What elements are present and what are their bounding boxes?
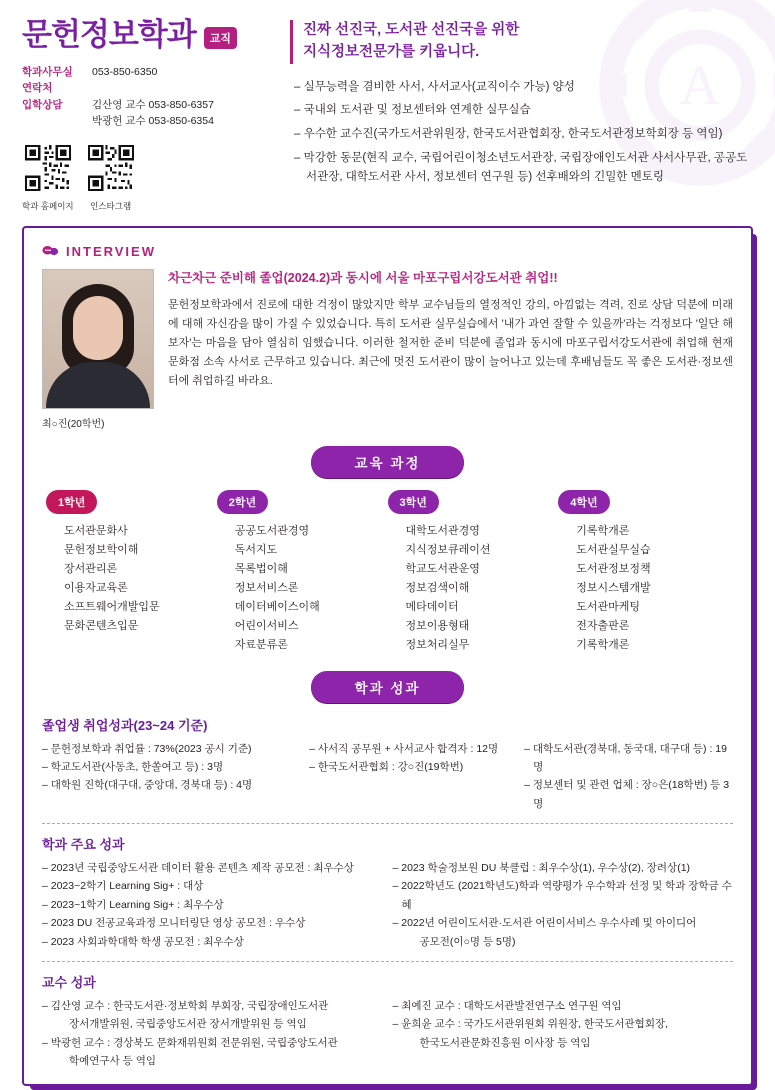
list-item: – 막강한 동문(현직 교수, 국립어린이청소년도서관장, 국립장애인도서관 사서사무관, 공공도서관장, 대학도서관 사서, 정보센터 연구원 등) 선후배와의 긴밀한 멘토링: [294, 152, 748, 184]
graduate-col-2: [309, 740, 518, 814]
year-tag: 1학년: [46, 490, 97, 514]
contact-value: [92, 97, 214, 130]
course-list: [388, 522, 559, 654]
list-item-indent: 장서개발위원, 국립중앙도서관 장서개발위원 등 역임: [69, 1018, 307, 1031]
interview-photo-caption: 최○진(20학번): [42, 419, 105, 431]
headline-line-1: 진짜 선진국, 도서관 선진국을 위한: [303, 22, 520, 38]
list-item-indent: 한국도서관문화진흥원 이사장 등 역임: [419, 1036, 591, 1049]
interview-paragraph: 문헌정보학과에서 진로에 대한 걱정이 많았지만 학부 교수님들의 열정적인 강의, 아낌없는 격려, 진로 상담 덕분에 미래에 대해 자신감을 많이 가질 수 있었습니다. 특히 도서관 실무실습에서 '내가 과연 잘할 수 있을까'라는 걱정보다 '일단 해보자'는 마음을 담아 열심히 임했습니다. 이러한 철저한 준비 덕분에 졸업과 동시에 마포구립서강도서관에 취업해 현재 문화점 소속 사서로 근무하고 있습니다. 최근에 멋진 도서관이 많이 늘어나고 있는데 후배님들도 꼭 좋은 도서관·정보센터에 취업하길 바라요.: [168, 298, 733, 387]
course-list: [46, 522, 217, 635]
list-item: – 최예진 교수 : 대학도서관발전연구소 연구원 역임: [392, 999, 622, 1012]
divider: [42, 961, 733, 962]
main-content-box: [22, 226, 753, 1086]
list-item: 지식정보큐레이션: [405, 544, 491, 557]
list: [42, 740, 303, 795]
professor-achievements-head: 교수 성과: [42, 974, 96, 990]
contact-row: [22, 64, 280, 97]
list-item: 도서관정보정책: [576, 562, 651, 575]
list-item: 공공도서관경영: [234, 525, 310, 538]
headline-column: [290, 18, 753, 192]
qr-code-group: [22, 145, 280, 212]
list-item: 이용자교육론: [64, 581, 128, 594]
major-achievements-grid: [42, 859, 733, 951]
list-item: [42, 1015, 383, 1033]
list-item: 장서관리론: [64, 562, 118, 575]
list-item: 독서지도: [234, 544, 278, 557]
list-item: – 대학도서관(경북대, 동국대, 대구대 등) : 19명: [524, 742, 727, 773]
qr-homepage-caption: 학과 홈페이지: [22, 201, 74, 212]
list-item: 정보검색이해: [405, 581, 470, 594]
list-item: – 박광헌 교수 : 경상북도 문화재위원회 전문위원, 국립중앙도서관: [42, 1036, 338, 1049]
contact-label: 입학상담: [22, 98, 63, 111]
list-item: 전자출판론: [576, 619, 630, 632]
qr-instagram-icon[interactable]: [88, 145, 134, 191]
section-title-curriculum: 교육 과정: [311, 446, 465, 478]
interview-title: 차근차근 준비해 졸업(2024.2)과 동시에 서울 마포구립서강도서관 취업!!: [168, 271, 558, 286]
highlight-list: [290, 78, 753, 188]
list-item: – 대학원 진학(대구대, 중앙대, 경북대 등) : 4명: [42, 779, 253, 792]
contact-value-line1: 김산영 교수 053-850-6357: [92, 98, 214, 111]
list: [393, 997, 734, 1071]
list-item: 데이터베이스이해: [234, 600, 320, 613]
list-item: 도서관실무실습: [576, 544, 651, 557]
graduate-col-3: [524, 740, 733, 814]
graduate-col-1: [42, 740, 303, 814]
page-title: 문헌정보학과: [22, 17, 196, 52]
list-item: – 김산영 교수 : 한국도서관·정보학회 부회장, 국립장애인도서관: [42, 999, 329, 1012]
year-tag: 4학년: [558, 490, 609, 514]
professor-achievements-grid: [42, 997, 733, 1071]
list-item: [393, 933, 734, 951]
department-column: [22, 18, 280, 212]
list-item: [393, 1034, 734, 1052]
list-item: 어린이서비스: [234, 619, 299, 632]
curriculum-year-2: [217, 490, 388, 654]
achievements-title-wrap: [42, 671, 733, 703]
list-item: 학교도서관운영: [405, 562, 480, 575]
interview-photo-column: [42, 269, 154, 430]
list-item: 자료분류론: [234, 638, 288, 651]
interview-label: INTERVIEW: [66, 244, 156, 260]
curriculum-year-1: [46, 490, 217, 654]
curriculum-grid: [42, 490, 733, 654]
list-item: 목록법이해: [234, 562, 288, 575]
list-item: – 2023 사회과학대학 학생 공모전 : 최우수상: [42, 935, 244, 948]
list-item: – 2022학년도 (2021학년도)학과 역량평가 우수학과 선정 및 학과 장학금 수혜: [392, 880, 732, 911]
chat-bubble-icon: [42, 245, 59, 258]
department-title-row: [22, 18, 280, 52]
contact-value-line2: 박광헌 교수 053-850-6354: [92, 114, 214, 127]
list-item: 정보시스템개발: [576, 581, 651, 594]
major-achievements-head: 학과 주요 성과: [42, 837, 125, 852]
contact-row: [22, 97, 280, 130]
year-tag: 3학년: [388, 490, 439, 514]
list-item: 기록학개론: [576, 525, 630, 538]
section-title-achievements: 학과 성과: [311, 671, 465, 703]
list-item: – 국내외 도서관 및 정보센터와 연계한 실무실습: [294, 104, 531, 117]
list: [309, 740, 518, 777]
year-tag: 2학년: [217, 490, 268, 514]
list-item: – 학교도서관(사동초, 한쏠여고 등) : 3명: [42, 760, 224, 773]
list: [524, 740, 733, 814]
curriculum-title-wrap: [42, 446, 733, 478]
page-header: [22, 18, 753, 212]
list-item: – 정보센터 및 관련 업체 : 장○은(18학번) 등 3명: [524, 779, 730, 810]
graduate-achievements-grid: [42, 740, 733, 814]
list-item-indent: 학예연구사 등 역임: [69, 1055, 156, 1067]
course-list: [217, 522, 388, 654]
list-item: 도서관문화사: [64, 525, 128, 538]
list-item: – 한국도서관협회 : 강○진(19학번): [309, 760, 464, 773]
list-item: 정보처리실무: [405, 638, 470, 651]
list-item: – 문헌정보학과 취업률 : 73%(2023 공시 기준): [42, 742, 252, 755]
list: [42, 859, 383, 951]
graduate-achievements-head: 졸업생 취업성과(23~24 기준): [42, 717, 208, 733]
list-item: 대학도서관경영: [405, 525, 480, 538]
interview-header: [42, 244, 733, 259]
headline-line-2: 지식정보전문가를 키웁니다.: [303, 43, 480, 60]
status-badge: 교직: [204, 27, 237, 49]
avatar: [42, 269, 154, 409]
curriculum-year-3: [388, 490, 559, 654]
list-item: – 윤희윤 교수 : 국가도서관위원회 위원장, 한국도서관협회장,: [392, 1018, 669, 1031]
headline: [290, 20, 753, 64]
list-item: – 우수한 교수진(국가도서관위원장, 한국도서관협회장, 한국도서관정보학회장 등 역임): [294, 128, 723, 141]
list-item: 메타데이터: [405, 600, 459, 613]
contact-block: [22, 64, 280, 129]
list-item: – 실무능력을 겸비한 사서, 사서교사(교직이수 가능) 양성: [294, 80, 575, 93]
qr-instagram-item[interactable]: [88, 145, 134, 212]
graduate-achievements: [42, 715, 733, 814]
list-item-indent: 공모전(이○명 등 5명): [419, 935, 516, 948]
list: [42, 997, 383, 1071]
list-item: – 2023~1학기 Learning Sig+ : 최우수상: [42, 898, 224, 911]
list-item: – 2022년 어린이도서관·도서관 어린이서비스 우수사례 및 아이디어: [392, 917, 697, 930]
list-item: – 2023 DU 전공교육과정 모니터링단 영상 공모전 : 우수상: [42, 917, 306, 930]
list-item: – 2023 학술정보원 DU 북클럽 : 최우수상(1), 우수상(2), 장려상(1): [392, 862, 691, 874]
divider: [42, 823, 733, 824]
interview-text: [168, 269, 733, 430]
list: [393, 859, 734, 951]
avatar-body: [46, 362, 150, 408]
list-item: – 사서직 공무원 + 사서교사 합격자 : 12명: [309, 742, 499, 755]
list-item: 문화콘텐츠입문: [64, 619, 139, 632]
curriculum-year-4: [558, 490, 729, 654]
list-item: – 2023~2학기 Learning Sig+ : 대상: [42, 880, 204, 893]
svg-text:A: A: [679, 53, 721, 117]
professor-achievements: [42, 972, 733, 1071]
major-achievements: [42, 834, 733, 951]
list-item: – 2023년 국립중앙도서관 데이터 활용 콘텐츠 제작 공모전 : 최우수상: [42, 862, 354, 874]
avatar-face: [73, 296, 123, 360]
qr-instagram-caption: 인스타그램: [90, 201, 132, 212]
list-item: 정보서비스론: [234, 581, 299, 594]
qr-homepage-icon[interactable]: [25, 145, 71, 191]
list-item: 문헌정보학이해: [64, 544, 139, 557]
contact-label: 학과사무실 연락처: [22, 66, 73, 95]
interview-body: [42, 269, 733, 430]
course-list: [558, 522, 729, 654]
contact-value: 053-850-6350: [92, 66, 158, 79]
list-item: 정보이용형태: [405, 619, 470, 632]
list-item: 도서관마케팅: [576, 600, 641, 613]
list-item: 기록학개론: [576, 638, 630, 651]
list-item: 소프트웨어개발입문: [64, 600, 160, 613]
qr-homepage-item[interactable]: [22, 145, 74, 212]
